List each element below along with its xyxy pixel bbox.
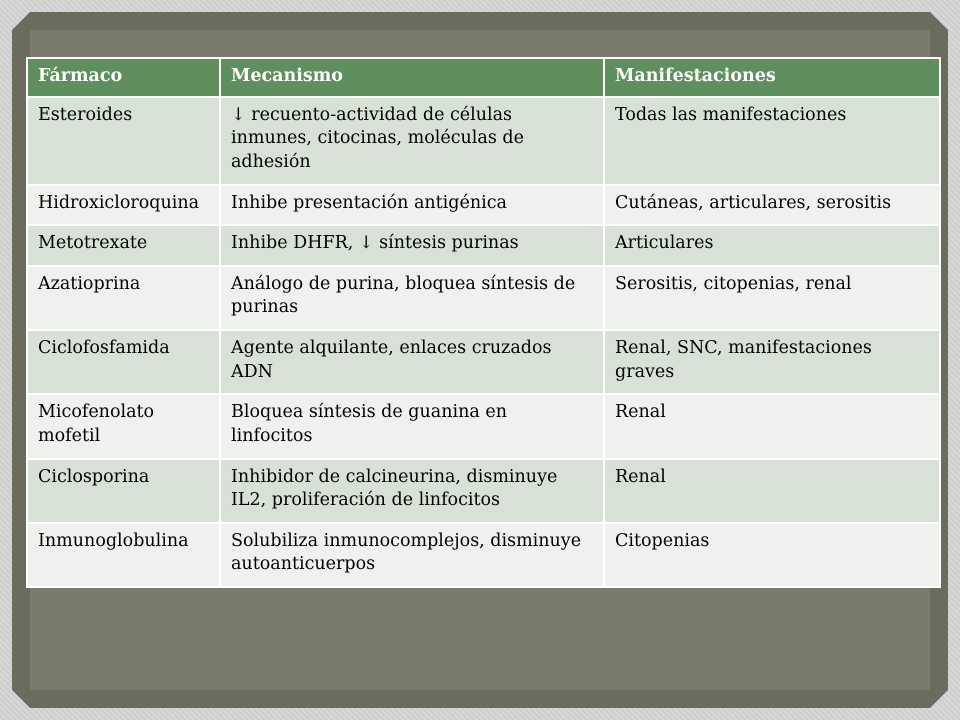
cell-farmaco: Ciclosporina	[27, 459, 220, 523]
cell-farmaco: Azatioprina	[27, 266, 220, 330]
cell-manifestaciones: Cutáneas, articulares, serositis	[604, 185, 940, 226]
cell-mecanismo: Agente alquilante, enlaces cruzados ADN	[220, 330, 604, 394]
cell-manifestaciones: Articulares	[604, 225, 940, 266]
table-row	[27, 459, 940, 523]
cell-farmaco: Esteroides	[27, 97, 220, 185]
cell-mecanismo: Inhibe DHFR, ↓ síntesis purinas	[220, 225, 604, 266]
cell-farmaco: Inmunoglobulina	[27, 523, 220, 587]
table-row	[27, 185, 940, 226]
table-row	[27, 330, 940, 394]
table-header-row	[27, 58, 940, 97]
cell-mecanismo: Solubiliza inmunocomplejos, disminuye autoanticuerpos	[220, 523, 604, 587]
cell-mecanismo: ↓ recuento-actividad de células inmunes, citocinas, moléculas de adhesión	[220, 97, 604, 185]
cell-farmaco: Metotrexate	[27, 225, 220, 266]
cell-manifestaciones: Renal	[604, 459, 940, 523]
table-row	[27, 97, 940, 185]
cell-mecanismo: Análogo de purina, bloquea síntesis de purinas	[220, 266, 604, 330]
table-row	[27, 225, 940, 266]
cell-mecanismo: Inhibe presentación antigénica	[220, 185, 604, 226]
cell-farmaco: Ciclofosfamida	[27, 330, 220, 394]
cell-farmaco: Micofenolato mofetil	[27, 394, 220, 458]
cell-mecanismo: Bloquea síntesis de guanina en linfocitos	[220, 394, 604, 458]
header-farmaco: Fármaco	[27, 58, 220, 97]
header-manifestaciones: Manifestaciones	[604, 58, 940, 97]
cell-manifestaciones: Renal, SNC, manifestaciones graves	[604, 330, 940, 394]
drug-table	[26, 57, 941, 588]
cell-manifestaciones: Citopenias	[604, 523, 940, 587]
table-row	[27, 266, 940, 330]
header-mecanismo: Mecanismo	[220, 58, 604, 97]
table-row	[27, 523, 940, 587]
cell-farmaco: Hidroxicloroquina	[27, 185, 220, 226]
cell-manifestaciones: Renal	[604, 394, 940, 458]
cell-manifestaciones: Todas las manifestaciones	[604, 97, 940, 185]
table-row	[27, 394, 940, 458]
cell-manifestaciones: Serositis, citopenias, renal	[604, 266, 940, 330]
cell-mecanismo: Inhibidor de calcineurina, disminuye IL2, proliferación de linfocitos	[220, 459, 604, 523]
